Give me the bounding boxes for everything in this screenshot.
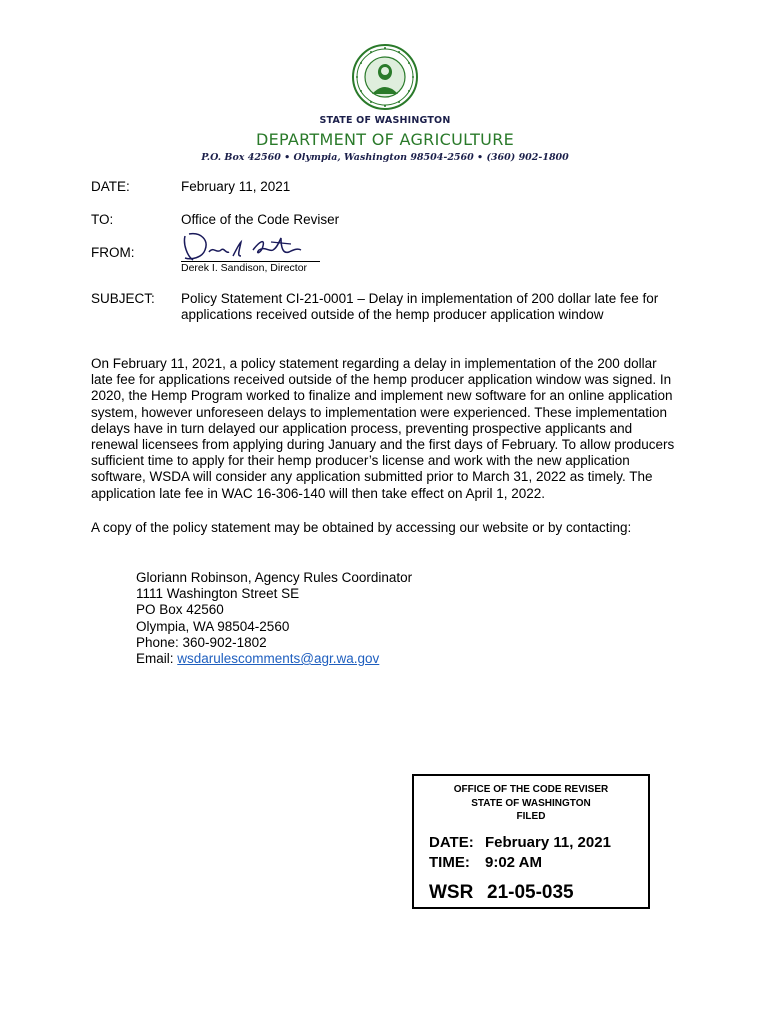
stamp-state: STATE OF WASHINGTON xyxy=(471,798,591,809)
to-value: Office of the Code Reviser xyxy=(181,212,340,227)
stamp-date-row xyxy=(429,834,611,851)
stamp-date-label: DATE: xyxy=(429,834,474,851)
contact-block xyxy=(136,570,536,667)
letterhead-department: DEPARTMENT OF AGRICULTURE xyxy=(255,130,515,149)
stamp-office: OFFICE OF THE CODE REVISER xyxy=(453,784,609,795)
letterhead-state: STATE OF WASHINGTON xyxy=(319,115,451,126)
stamp-date-value: February 11, 2021 xyxy=(485,834,611,851)
stamp-time-value: 9:02 AM xyxy=(485,854,542,871)
contact-email-label: Email: xyxy=(136,651,178,667)
contact-name: Gloriann Robinson, Agency Rules Coordinator xyxy=(136,570,413,585)
stamp-time-row xyxy=(429,854,542,871)
signature-icon xyxy=(179,228,319,264)
stamp-wsr-row xyxy=(429,882,574,904)
filing-stamp xyxy=(412,774,650,909)
contact-city: Olympia, WA 98504-2560 xyxy=(136,618,290,634)
contact-po-box: PO Box 42560 xyxy=(136,602,224,618)
to-label: TO: xyxy=(91,212,114,227)
contact-phone: Phone: 360-902-1802 xyxy=(136,634,267,650)
contact-email-link[interactable]: wsdarulescomments@agr.wa.gov xyxy=(177,651,380,667)
date-value: February 11, 2021 xyxy=(181,179,291,194)
date-label: DATE: xyxy=(91,179,130,194)
stamp-time-label: TIME: xyxy=(429,854,470,871)
body-paragraph-2: A copy of the policy statement may be obtained by accessing our website or by contacting: xyxy=(91,520,632,535)
from-label: FROM: xyxy=(91,245,135,260)
subject-label: SUBJECT: xyxy=(91,291,155,306)
body-paragraph-1: On February 11, 2021, a policy statement regarding a delay in implementation of the 200 dollar late fee for applications received outside of the hemp producer application window was signed. In 2020, the Hemp Program worked to finalize and implement new software for an online application system, however unforeseen delays to implementation were experienced. These implementation delays have in turn delayed our application process, preventing prospective applicants and renewal licensees from applying during January and the first days of February. To allow producers sufficient time to apply for their hemp producer’s license and work with the new application software, WSDA will consider any application submitted prior to March 31, 2022 as timely. The application late fee in WAC 16-306-140 will then take effect on April 1, 2022. xyxy=(91,356,675,501)
stamp-wsr-label: WSR xyxy=(429,882,474,903)
subject-value: Policy Statement CI-21-0001 – Delay in implementation of 200 dollar late fee for applications received outside of the hemp producer application window xyxy=(181,291,659,322)
contact-street: 1111 Washington Street SE xyxy=(136,586,300,602)
stamp-filed: FILED xyxy=(516,811,546,822)
signer-name: Derek I. Sandison, Director xyxy=(181,262,308,274)
contact-email-row xyxy=(136,651,536,667)
washington-state-seal-icon xyxy=(352,44,418,110)
stamp-wsr-value: 21-05-035 xyxy=(487,882,574,903)
letterhead-address: P.O. Box 42560 • Olympia, Washington 98504-2560 • (360) 902-1800 xyxy=(201,152,569,163)
